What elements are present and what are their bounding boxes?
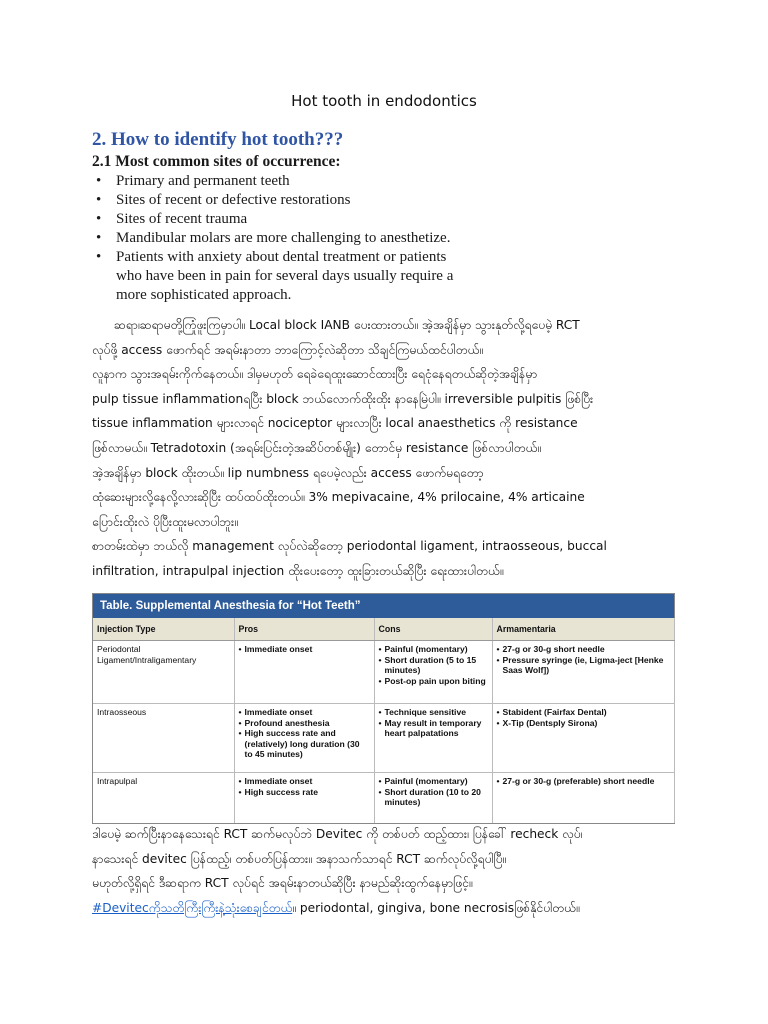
slide-subheading: 2.1 Most common sites of occurrence:: [92, 153, 341, 170]
armamentaria-cell: • 27-g or 30-g (preferable) short needle: [492, 773, 674, 824]
text-line: လူနာက သွားအရမ်းကိုက်နေတယ်။ ဒါမှမဟုတ် ရေခဲရေထူးဆောင်ထားပြီး ရေငုံနေရတယ်ဆိုတဲ့အချိန်မှာ: [92, 367, 538, 382]
anesthesia-table: [92, 593, 675, 824]
pros-cell: • Immediate onset: [234, 641, 374, 704]
slide-bullet-list: [92, 172, 532, 305]
slide-bullet: • Sites of recent trauma: [92, 210, 532, 229]
body-paragraph-1: [92, 313, 692, 584]
column-header: Armamentaria: [492, 618, 674, 641]
cons-cell: • Painful (momentary) • Short duration (5 to 15 minutes) • Post-op pain upon biting: [374, 641, 492, 704]
cons-cell: • Technique sensitive • May result in temporary heart palpatations: [374, 704, 492, 773]
slide-bullet: • Mandibular molars are more challenging to anesthetize.: [92, 229, 532, 248]
table-heading: Table. Supplemental Anesthesia for “Hot Teeth”: [93, 594, 674, 618]
text-line: pulp tissue inflammationရပြီး block ဘယ်လောက်ထိုးထိုး နာနေမြဲပါ။ irreversible pulpitis ဖြစ်ပြီး: [92, 391, 594, 406]
text-line: ဒါပေမဲ့ ဆက်ပြီးနာနေသေးရင် RCT ဆက်မလုပ်ဘဲ Devitec ကို တစ်ပတ် ထည့်ထား၊ ပြန်ခေါ် recheck လုပ်၊: [92, 827, 583, 841]
body-paragraph-2: [92, 822, 692, 920]
text-after-link: ။ periodontal, gingiva, bone necrosisဖြစ်နိုင်ပါတယ်။: [292, 900, 580, 915]
text-line: အဲ့အချိန်မှာ block ထိုးတယ်။ lip numbness ရပေမဲ့လည်း access ဖောက်မရတော့: [92, 465, 484, 480]
text-line: [92, 896, 692, 921]
table-row: [93, 641, 674, 704]
hashtag-link[interactable]: #Devitecကိုသတိကြီးကြီးနဲ့သုံးစေချင်တယ်: [92, 900, 293, 915]
armamentaria-cell: • 27-g or 30-g short needle • Pressure syringe (ie, Ligma-ject [Henke Saas Wolf]): [492, 641, 674, 704]
slide-bullet: • Patients with anxiety about dental treatment or patients who have been in pain for several days usually require a more sophisticated approach.: [92, 248, 532, 305]
slide-heading: 2. How to identify hot tooth???: [92, 129, 344, 150]
table-row: [93, 773, 674, 824]
text-line: ပြောင်းထိုးလဲ ပိုပြီးထူးမလာပါဘူး။: [92, 514, 238, 529]
text-line: infiltration, intrapulpal injection ထိုးပေးတော့ ထူးခြားတယ်ဆိုပြီး ရေးထားပါတယ်။: [92, 563, 504, 578]
column-header: Pros: [234, 618, 374, 641]
pros-cell: • Immediate onset • Profound anesthesia • High success rate and (relatively) long duration (30 to 45 minutes): [234, 704, 374, 773]
column-header: Cons: [374, 618, 492, 641]
table-grid: [93, 618, 675, 823]
column-header: Injection Type: [93, 618, 234, 641]
pros-cell: • Immediate onset • High success rate: [234, 773, 374, 824]
table-row: [93, 704, 674, 773]
text-line: ဖြစ်လာမယ်။ Tetradotoxin (အရမ်းပြင်းတဲ့အဆိပ်တစ်မျိုး) တောင်မှ resistance ဖြစ်လာပါတယ်။: [92, 440, 541, 455]
text-line: နာသေးရင် devitec ပြန်ထည့်၊ တစ်ပတ်ပြန်ထား။ အနာသက်သာရင် RCT ဆက်လုပ်လို့ရပါပြီ။: [92, 851, 507, 866]
text-line: မဟုတ်လို့ရှိရင် ဒီဆရာက RCT လုပ်ရင် အရမ်းနာတယ်ဆိုပြီး နာမည်ဆိုးထွက်နေမှာဖြင့်။: [92, 876, 473, 891]
text-line: စာတမ်းထဲမှာ ဘယ်လို management လုပ်လဲဆိုတော့ periodontal ligament, intraosseous, buccal: [92, 539, 607, 554]
slide-image: [92, 128, 532, 305]
injection-type-cell: Periodontal Ligament/Intraligamentary: [93, 641, 234, 704]
injection-type-cell: Intraosseous: [93, 704, 234, 773]
text-line: ထုံဆေးများလို့နေလို့လားဆိုပြီး ထပ်ထပ်ထိုးတယ်။ 3% mepivacaine, 4% prilocaine, 4% articaine: [92, 490, 585, 505]
slide-bullet: • Sites of recent or defective restorations: [92, 191, 532, 210]
slide-bullet: • Primary and permanent teeth: [92, 172, 532, 191]
injection-type-cell: Intrapulpal: [93, 773, 234, 824]
text-line: လုပ်ဖို့ access ဖောက်ရင် အရမ်းနာတာ ဘာကြောင့်လဲဆိုတာ သိချင်ကြမယ်ထင်ပါတယ်။: [92, 342, 484, 357]
armamentaria-cell: • Stabident (Fairfax Dental) • X-Tip (Dentsply Sirona): [492, 704, 674, 773]
table-header-row: [93, 618, 674, 641]
page-title: Hot tooth in endodontics: [291, 92, 477, 110]
text-line: ဆရာ၊ဆရာမတို့ကြုံဖူးကြမှာပါ။ Local block IANB ပေးထားတယ်။ အဲ့အချိန်မှာ သွားနုတ်လို့ရပေမဲ့ RCT: [114, 318, 580, 332]
cons-cell: • Painful (momentary) • Short duration (10 to 20 minutes): [374, 773, 492, 824]
text-line: tissue inflammation များလာရင် nociceptor များလာပြီး local anaesthetics ကို resistance: [92, 416, 578, 431]
